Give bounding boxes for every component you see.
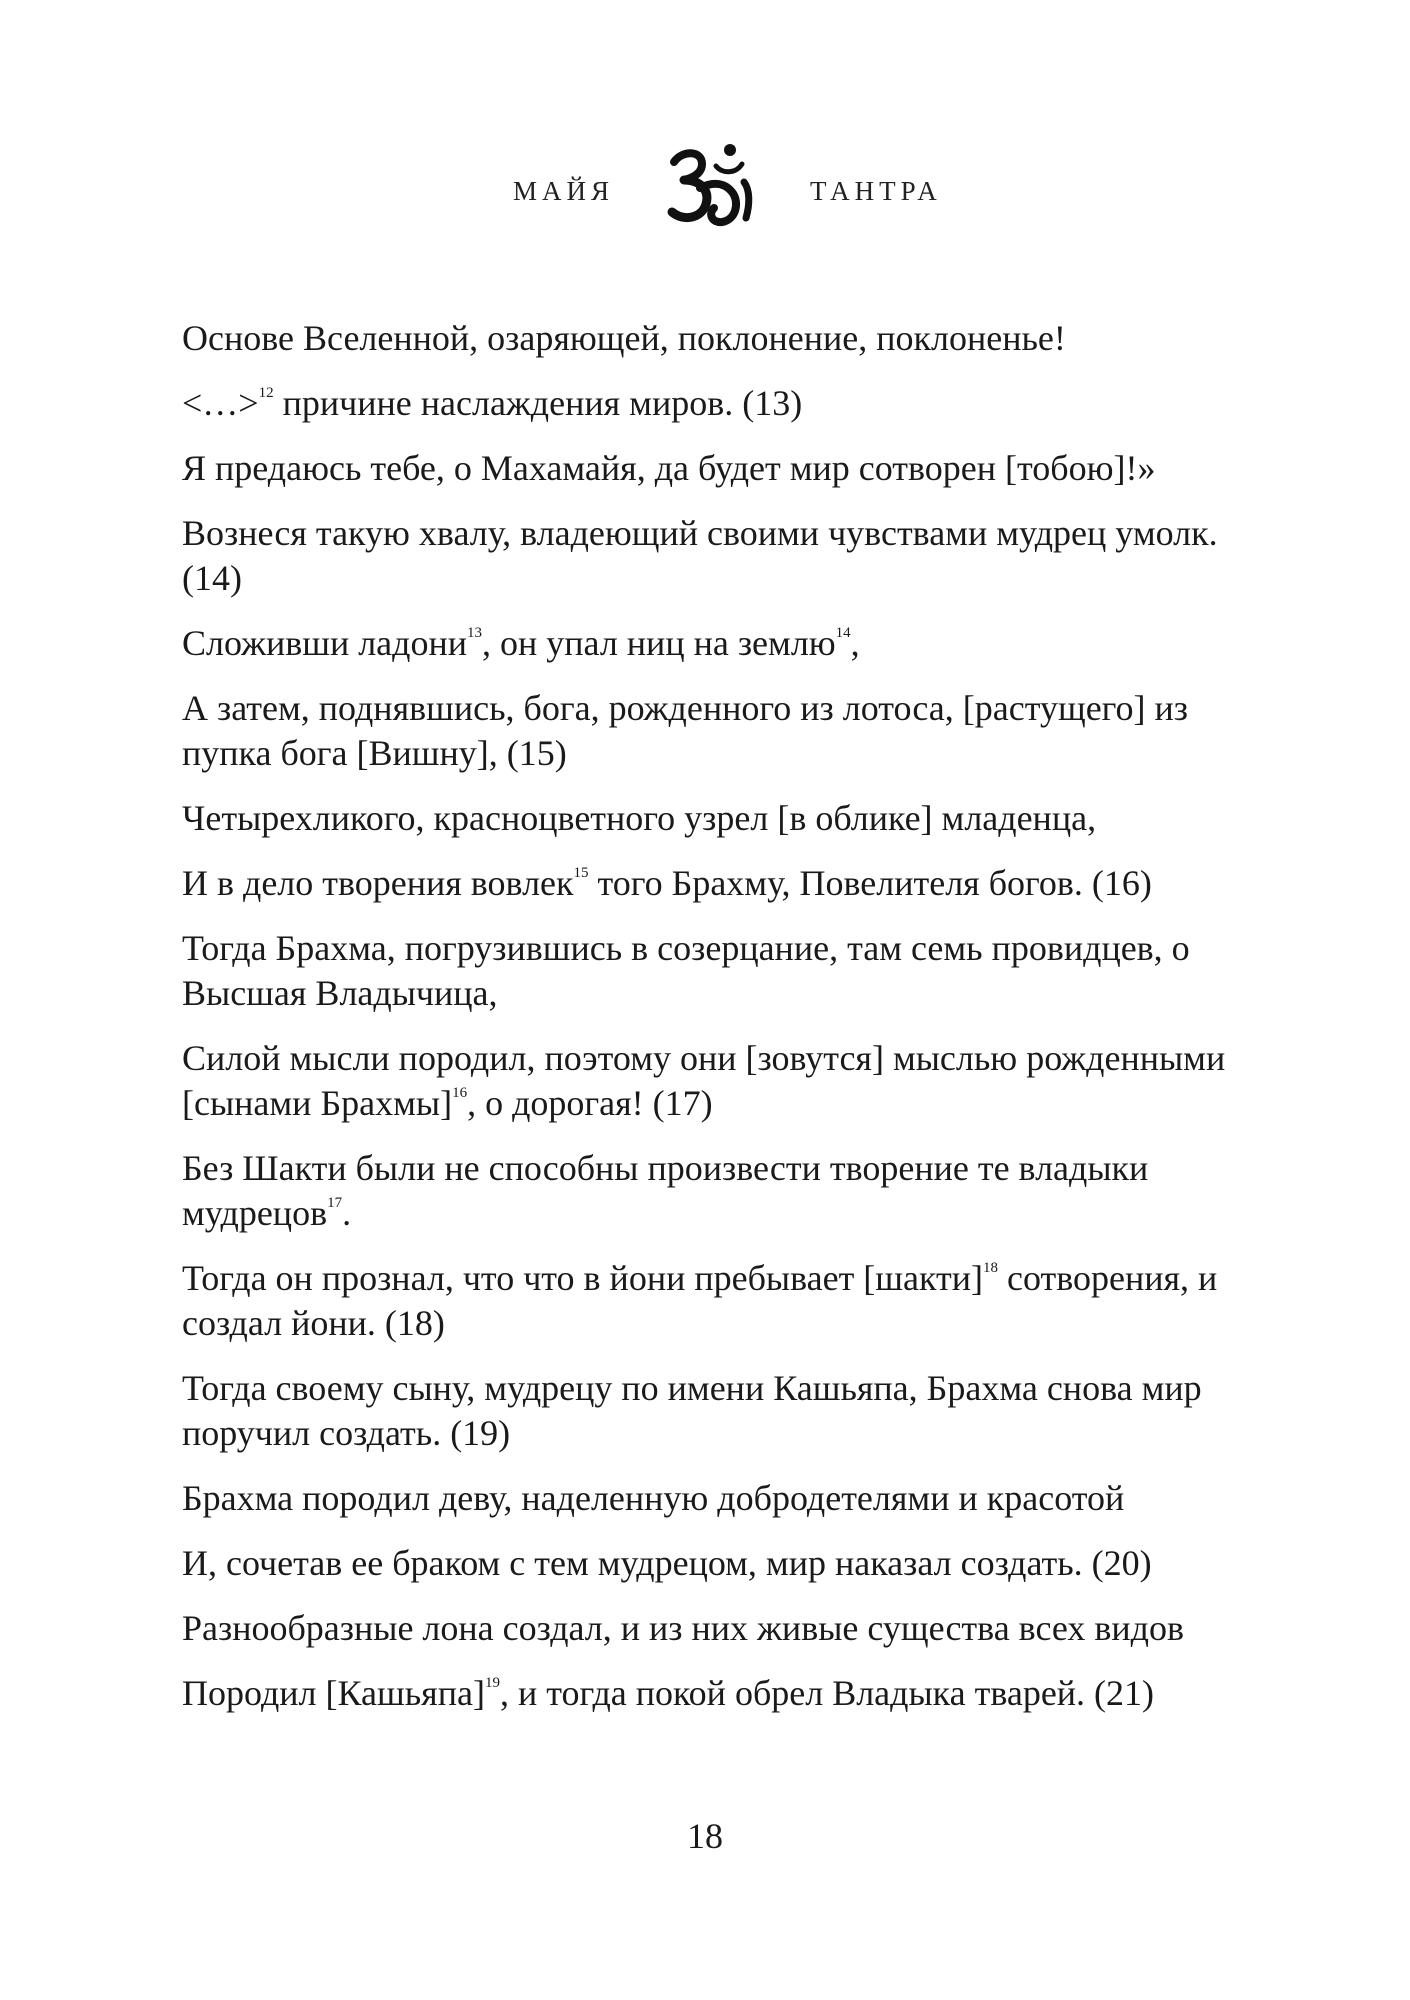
header-left-title: МАЙЯ — [513, 176, 615, 206]
verse-line: Без Шакти были не способны произвести творение те владыки мудрецов$^{17}$. — [182, 1148, 1149, 1233]
verse-line: <…>$^{12}$ причине наслаждения миров. (13) — [182, 383, 803, 423]
header-right-title: ТАНТРА — [810, 176, 942, 206]
verse-line: Четырехликого, красноцветного узрел [в облике] младенца, — [182, 798, 1097, 838]
footnote-ref[interactable]: 16 — [452, 1085, 468, 1101]
running-header — [0, 138, 1410, 248]
footnote-ref[interactable]: 14 — [835, 625, 851, 641]
verse-line: Тогда он прознал, что что в йони пребывает [шакти]$^{18}$ сотворения, и создал йони. (18) — [182, 1258, 1218, 1343]
footnote-ref[interactable]: 19 — [484, 1675, 500, 1691]
footnote-ref[interactable]: 12 — [258, 385, 274, 401]
footnote-ref[interactable]: 13 — [467, 625, 482, 641]
verse-line: Брахма породил деву, наделенную добродетелями и красотой — [182, 1478, 1125, 1518]
verse-line: И, сочетав ее браком с тем мудрецом, мир наказал создать. (20) — [182, 1543, 1152, 1583]
verse-line: Сложивши ладони$^{13}$, он упал ниц на землю$^{14}$, — [182, 623, 860, 663]
verse-line: Тогда Брахма, погрузившись в созерцание, там семь провидцев, о Высшая Владычица, — [182, 928, 1190, 1013]
verse-line: Основе Вселенной, озаряющей, поклонение, поклоненье! — [182, 318, 1066, 358]
verse-line: Породил [Кашьяпа]$^{19}$, и тогда покой обрел Владыка тварей. (21) — [182, 1673, 1155, 1713]
verse-line: Разнообразные лона создал, и из них живые существа всех видов — [182, 1608, 1184, 1648]
verse-line: Силой мысли породил, поэтому они [зовутся] мыслью рожденными [сынами Брахмы]$^{16}$, о дорогая! (17) — [182, 1038, 1226, 1123]
verse-line: Вознеся такую хвалу, владеющий своими чувствами мудрец умолк. (14) — [182, 513, 1218, 598]
om-icon — [660, 138, 760, 238]
footnote-ref[interactable]: 17 — [327, 1195, 343, 1211]
footnote-ref[interactable]: 18 — [983, 1260, 998, 1276]
page-number: 18 — [687, 1816, 723, 1856]
verse-line: Тогда своему сыну, мудрецу по имени Кашьяпа, Брахма снова мир поручил создать. (19) — [182, 1368, 1202, 1453]
verse-line: А затем, поднявшись, бога, рожденного из лотоса, [растущего] из пупка бога [Вишну], (15) — [182, 688, 1189, 773]
footnote-ref[interactable]: 15 — [573, 865, 589, 881]
verse-text-block — [182, 316, 1242, 1736]
verse-line: Я предаюсь тебе, о Махамайя, да будет мир сотворен [тобою]!» — [182, 448, 1156, 488]
verse-line: И в дело творения вовлек$^{15}$ того Брахму, Повелителя богов. (16) — [182, 863, 1152, 903]
